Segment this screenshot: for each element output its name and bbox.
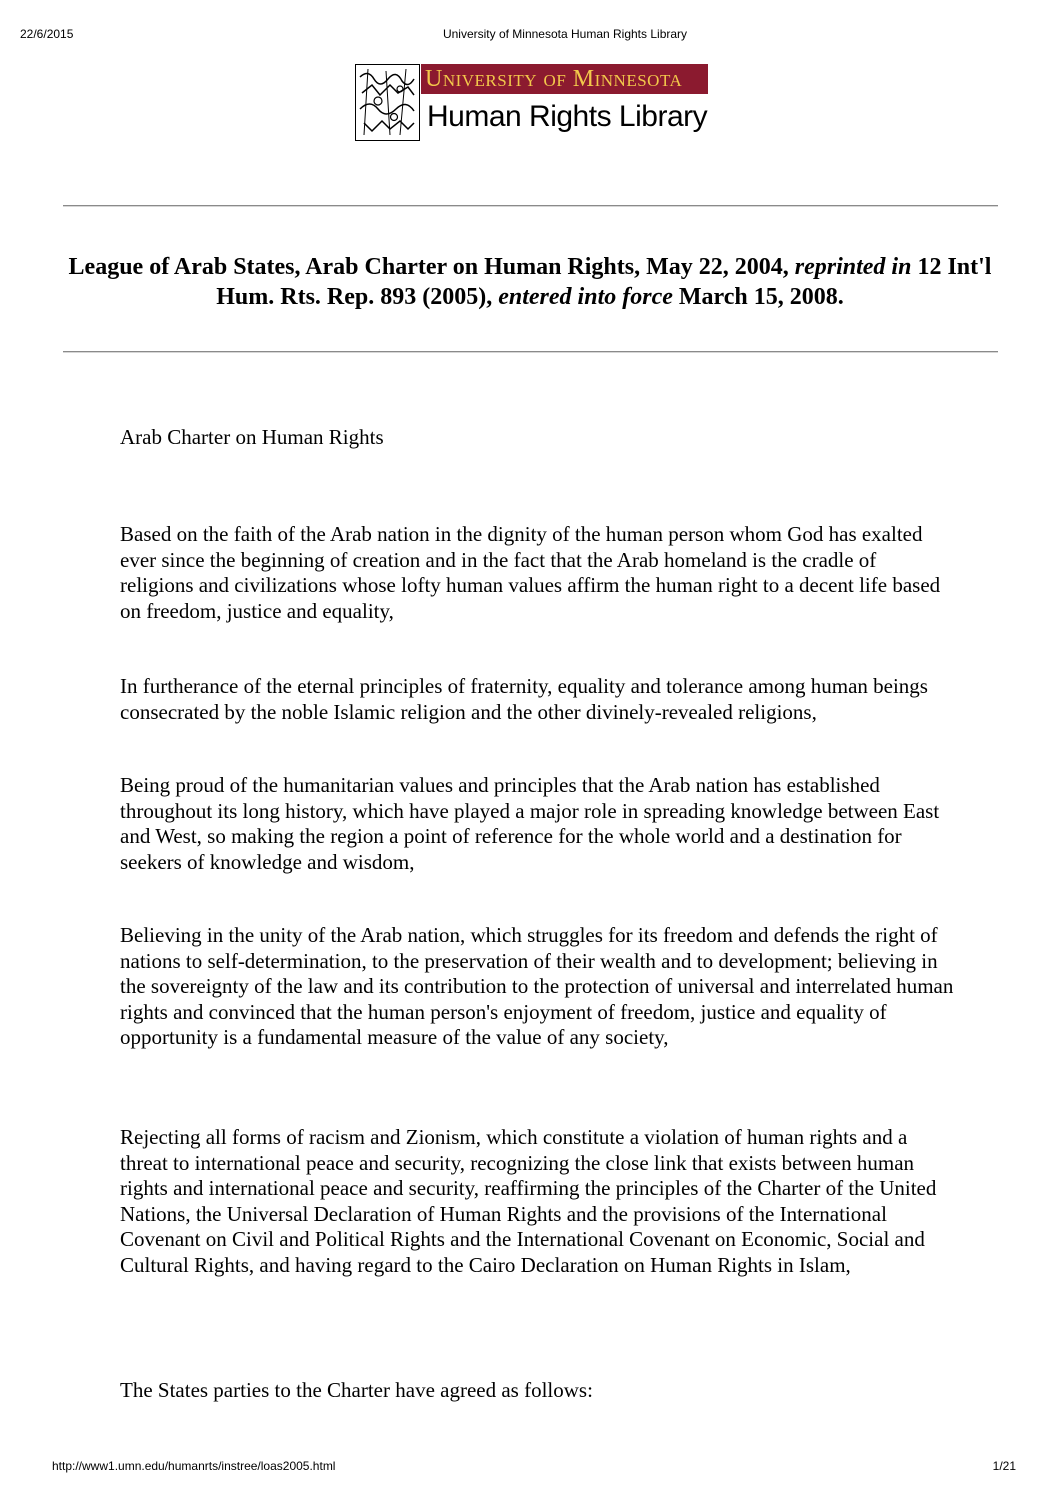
title-divider bbox=[63, 351, 998, 353]
source-url-link[interactable]: http://www1.umn.edu/humanrts/instree/loas2005.html bbox=[52, 1459, 336, 1473]
emblem-icon bbox=[355, 64, 420, 141]
print-date: 22/6/2015 bbox=[20, 27, 74, 41]
document-title: League of Arab States, Arab Charter on Human Rights, May 22, 2004, reprinted in 12 Int'l Hum. Rts. Rep. 893 (2005), entered into force March 15, 2008. bbox=[68, 254, 992, 310]
university-name: University of Minnesota bbox=[421, 64, 708, 94]
charter-heading: Arab Charter on Human Rights bbox=[120, 425, 384, 449]
agreement-statement: The States parties to the Charter have agreed as follows: bbox=[120, 1378, 593, 1402]
top-divider bbox=[63, 205, 998, 207]
preamble-paragraph: Believing in the unity of the Arab nation, which struggles for its freedom and defends the right of nations to self-determination, to the preservation of their wealth and to development; believing in the sovereignty of the law and its contribution to the protection of universal and interrelated human rights and convinced that the human person's enjoyment of freedom, justice and equality of opportunity is a fundamental measure of the value of any society, bbox=[120, 923, 954, 1049]
preamble-paragraph: In furtherance of the eternal principles of fraternity, equality and tolerance among human beings consecrated by the noble Islamic religion and the other divinely-revealed religions, bbox=[120, 674, 928, 724]
hrl-logo[interactable] bbox=[355, 64, 710, 142]
preamble-paragraph: Based on the faith of the Arab nation in the dignity of the human person whom God has exalted ever since the beginning of creation and in the fact that the Arab homeland is the cradle of religions and civilizations whose lofty human values affirm the human right to a decent life based on freedom, justice and equality, bbox=[120, 522, 941, 623]
print-page-title: University of Minnesota Human Rights Library bbox=[442, 27, 688, 41]
page-number: 1/21 bbox=[992, 1459, 1016, 1473]
library-name: Human Rights Library bbox=[427, 100, 708, 133]
preamble-paragraph: Rejecting all forms of racism and Zionism, which constitute a violation of human rights and a threat to international peace and security, recognizing the close link that exists between human rights and international peace and security, reaffirming the principles of the Charter of the United Nations, the Universal Declaration of Human Rights and the provisions of the International Covenant on Civil and Political Rights and the International Covenant on Economic, Social and Cultural Rights, and having regard to the Cairo Declaration on Human Rights in Islam, bbox=[120, 1125, 937, 1277]
preamble-paragraph: Being proud of the humanitarian values and principles that the Arab nation has established throughout its long history, which have played a major role in spreading knowledge between East and West, so making the region a point of reference for the whole world and a destination for seekers of knowledge and wisdom, bbox=[120, 773, 940, 874]
